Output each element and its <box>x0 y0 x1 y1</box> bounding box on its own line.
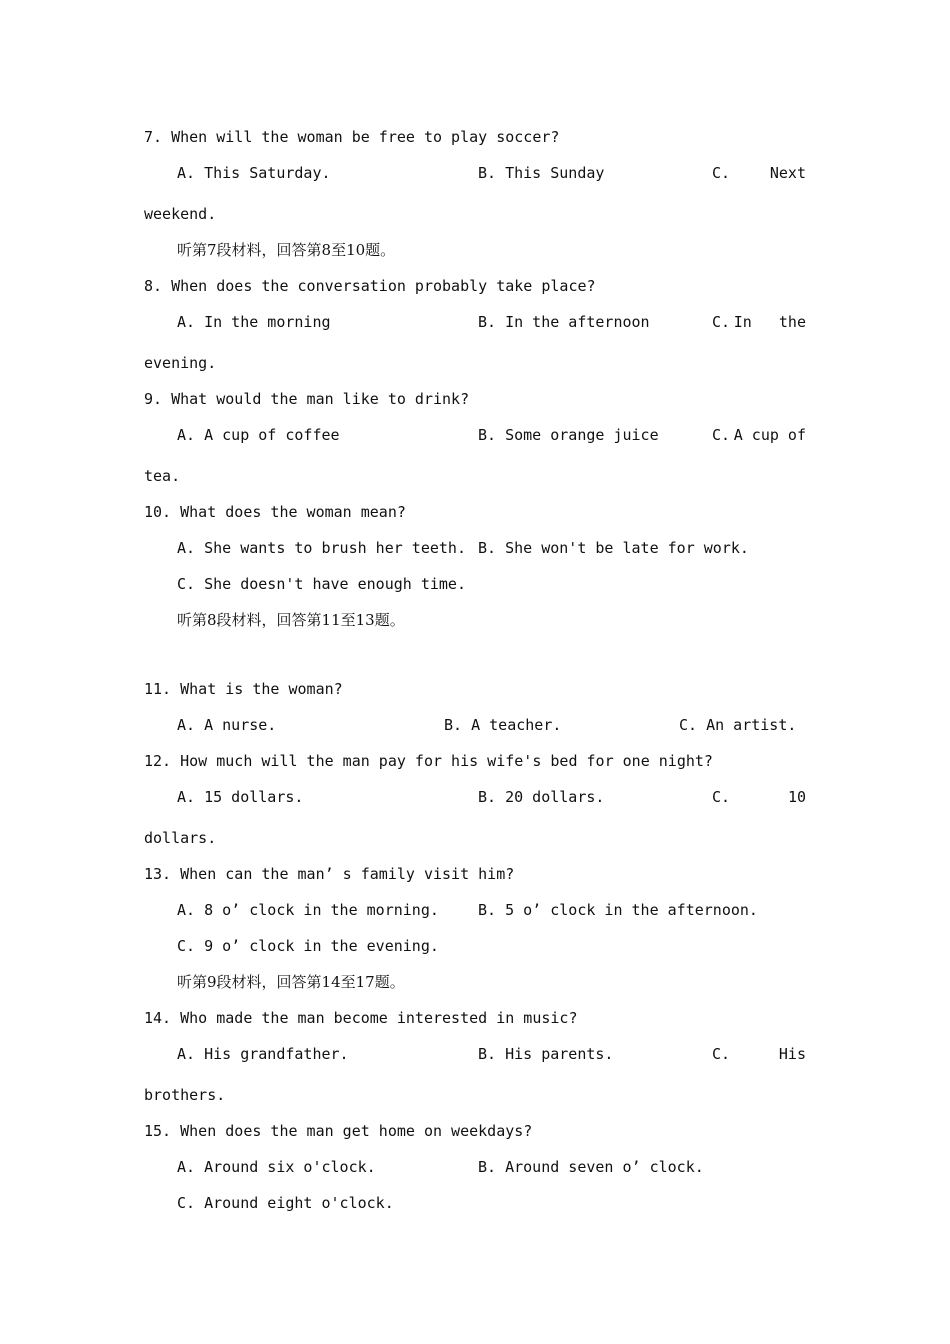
question-13-option-b: B. 5 o’ clock in the afternoon. <box>478 901 758 919</box>
section-heading-7: 听第7段材料，回答第8至10题。 <box>177 241 396 259</box>
question-7-option-c-letter: C. <box>712 164 731 182</box>
question-14-prompt: 14. Who made the man become interested in music? <box>144 1009 578 1027</box>
question-12-option-c-continued: dollars. <box>144 829 217 847</box>
question-12-option-c-letter: C. <box>712 788 731 806</box>
question-7-option-a: A. This Saturday. <box>177 164 331 182</box>
question-8-option-c-letter: C. <box>712 313 731 331</box>
question-7-option-c-continued: weekend. <box>144 205 217 223</box>
question-9-option-a: A. A cup of coffee <box>177 426 340 444</box>
question-10-option-b: B. She won't be late for work. <box>478 539 749 557</box>
question-8-option-b: B. In the afternoon <box>478 313 650 331</box>
question-15-option-c: C. Around eight o'clock. <box>177 1194 394 1212</box>
question-12-option-a: A. 15 dollars. <box>177 788 304 806</box>
question-9-option-c-text: A cup of <box>733 426 806 444</box>
question-11-option-b: B. A teacher. <box>444 716 562 734</box>
question-9-option-b: B. Some orange juice <box>478 426 659 444</box>
question-8-option-c-continued: evening. <box>144 354 217 372</box>
question-12-option-c-text: 10 <box>787 788 806 806</box>
question-14-option-b: B. His parents. <box>478 1045 614 1063</box>
question-9-prompt: 9. What would the man like to drink? <box>144 390 470 408</box>
question-14-option-c-continued: brothers. <box>144 1086 226 1104</box>
question-10-option-c: C. She doesn't have enough time. <box>177 575 466 593</box>
question-15-option-b: B. Around seven o’ clock. <box>478 1158 704 1176</box>
question-11-option-a: A. A nurse. <box>177 716 277 734</box>
question-11-option-c: C. An artist. <box>679 716 797 734</box>
question-8-option-c-text: In the <box>733 313 806 331</box>
question-14-option-c-letter: C. <box>712 1045 731 1063</box>
question-7-option-b: B. This Sunday <box>478 164 605 182</box>
question-11-prompt: 11. What is the woman? <box>144 680 343 698</box>
question-9-option-c-letter: C. <box>712 426 731 444</box>
section-heading-9: 听第9段材料，回答第14至17题。 <box>177 973 405 991</box>
question-7-prompt: 7. When will the woman be free to play soccer? <box>144 128 560 146</box>
question-12-option-b: B. 20 dollars. <box>478 788 605 806</box>
question-8-prompt: 8. When does the conversation probably take place? <box>144 277 596 295</box>
question-14-option-a: A. His grandfather. <box>177 1045 349 1063</box>
question-13-option-c: C. 9 o’ clock in the evening. <box>177 937 439 955</box>
question-7-option-c-text: Next <box>769 164 806 182</box>
question-9-option-c-continued: tea. <box>144 467 181 485</box>
question-10-option-a: A. She wants to brush her teeth. <box>177 539 466 557</box>
question-10-prompt: 10. What does the woman mean? <box>144 503 406 521</box>
section-heading-8: 听第8段材料，回答第11至13题。 <box>177 611 405 629</box>
question-14-option-c-text: His <box>778 1045 806 1063</box>
question-13-option-a: A. 8 o’ clock in the morning. <box>177 901 439 919</box>
question-13-prompt: 13. When can the man’ s family visit him? <box>144 865 515 883</box>
question-15-option-a: A. Around six o'clock. <box>177 1158 376 1176</box>
question-8-option-a: A. In the morning <box>177 313 331 331</box>
question-12-prompt: 12. How much will the man pay for his wife's bed for one night? <box>144 752 713 770</box>
question-15-prompt: 15. When does the man get home on weekdays? <box>144 1122 533 1140</box>
